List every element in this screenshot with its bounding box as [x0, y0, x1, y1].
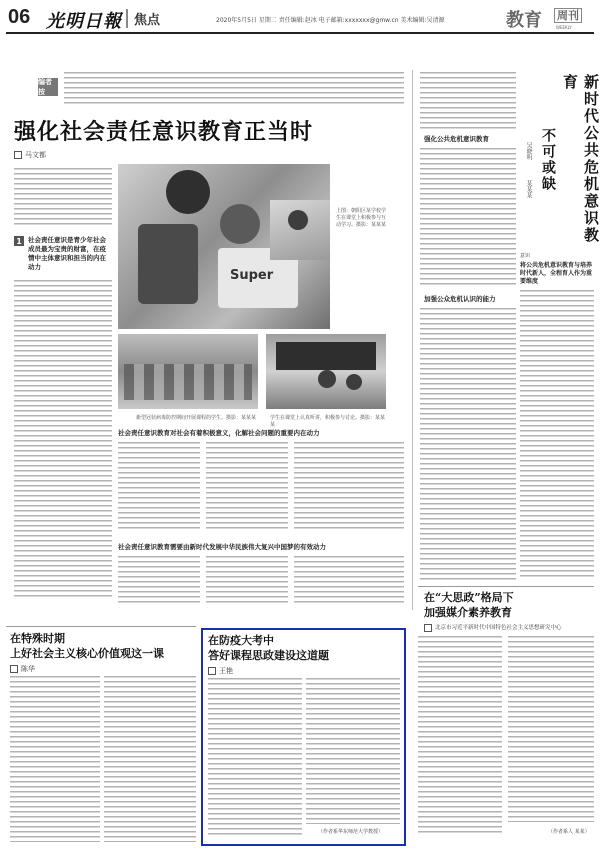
lead-intro-text: [14, 168, 112, 228]
section-3-text-col2: [206, 556, 288, 606]
right-text-col1b: [420, 308, 516, 580]
section-3-text-col3: [294, 556, 404, 606]
right-feature-author-1: 吴晓明: [525, 142, 532, 160]
course-ideology-headline-2: 答好课程思政建设这道题: [208, 649, 329, 662]
photo-caption-bottom-left: 新型冠状病毒防控期间开展课程的学生。摄影：某某某: [136, 415, 257, 421]
section-2-text-col2: [206, 442, 288, 532]
editor-note-text: [64, 72, 404, 104]
lead-byline: [14, 150, 46, 160]
right-intro-text: [420, 72, 516, 132]
newspaper-logo: 光明日報: [46, 11, 122, 32]
course-ideology-headline-1: 在防疫大考中: [208, 634, 274, 647]
lead-headline: 强化社会责任意识教育正当时: [14, 119, 314, 145]
core-values-headline-1: 在特殊时期: [10, 632, 65, 645]
author-icon: [424, 624, 432, 632]
edu-section-label: 教育: [506, 10, 542, 31]
section-3-heading: 社会责任意识教育需要由新时代发展中华民族伟大复兴中国梦的有效动力: [118, 543, 326, 551]
lead-column-1-text: [14, 280, 112, 600]
right-subhead-3: 加强公众危机认识的能力: [424, 295, 496, 303]
weekly-en-label: WEEKLY: [556, 25, 572, 30]
course-ideology-footnote: （作者系华东师范大学教授）: [318, 829, 384, 835]
media-literacy-text-col2: [508, 636, 594, 822]
bottom-left-rule: [6, 626, 196, 627]
author-icon: [10, 665, 18, 673]
page-number: 06: [8, 6, 31, 28]
editor-note-badge: 编者按: [38, 78, 58, 96]
core-values-text-col2: [104, 676, 196, 842]
core-values-headline-2: 上好社会主义核心价值观这一课: [10, 647, 164, 660]
section-number-1: 1: [14, 236, 24, 246]
photo-caption-right: 上图：朝阳区某学校学生在课堂上积极参与互动学习。摄影：某某某: [336, 208, 387, 228]
right-feature-author-2: 某某某: [525, 180, 532, 198]
right-feature-title: 新时代公共危机意识教育: [561, 74, 600, 244]
section-2-text-col1: [118, 442, 200, 532]
classroom-photo-left: [118, 334, 258, 409]
core-values-byline: 陈华: [10, 664, 35, 674]
media-literacy-headline-2: 加强媒介素养教育: [424, 606, 512, 619]
section-tag: 焦点: [126, 9, 160, 28]
photo-caption-bottom-right: 学生在课堂上认真听讲，积极参与讨论。摄影：某某某: [270, 415, 386, 428]
media-literacy-headline-1: 在“大思政”格局下: [424, 591, 514, 604]
classroom-photo-right: [266, 334, 386, 409]
right-subhead-2: 强化公共危机意识教育: [424, 135, 489, 143]
right-text-col2: [520, 290, 594, 580]
section-3-text-col1: [118, 556, 200, 606]
media-literacy-text-col1: [418, 636, 502, 836]
author-icon: [208, 667, 216, 675]
section-1-heading: 社会责任意识是青少年社会成员最为宝贵的财富，在疫情中主体意识和担当的内在动力: [28, 236, 106, 271]
media-literacy-footnote: （作者系人 某某）: [548, 829, 590, 835]
mid-right-rule: [418, 586, 594, 587]
course-ideology-byline: 王艳: [208, 666, 233, 676]
section-2-heading: 社会责任意识教育对社会有着积极意义，化解社会问题的重要内在动力: [118, 429, 320, 437]
right-text-col1a: [420, 148, 516, 288]
lead-photo-main: Super: [118, 164, 330, 329]
right-feature-subtitle: 不可或缺: [540, 128, 556, 192]
right-subhead-1: 将公共危机意识教育与培养时代新人，全程育人作为重要维度: [520, 262, 593, 285]
right-section-label: 意识: [520, 253, 531, 259]
masthead: [6, 6, 594, 34]
weekly-badge: 周刊: [554, 8, 582, 23]
lead-photo-inset: [270, 200, 330, 260]
column-divider: [412, 70, 413, 610]
course-ideology-text-col1: [208, 678, 302, 838]
course-ideology-text-col2: [306, 678, 400, 824]
core-values-text-col1: [10, 676, 100, 842]
lead-author: 马文都: [25, 151, 46, 159]
media-literacy-byline: 北京市习近平新时代中国特色社会主义思想研究中心: [424, 623, 562, 632]
section-2-text-col3: [294, 442, 404, 532]
issue-meta: 2020年5月5日 星期二 责任编辑:赵冰 电子邮箱:xxxxxxx@gmw.cn 美术编辑:吴清源: [216, 17, 445, 24]
author-icon: [14, 151, 22, 159]
